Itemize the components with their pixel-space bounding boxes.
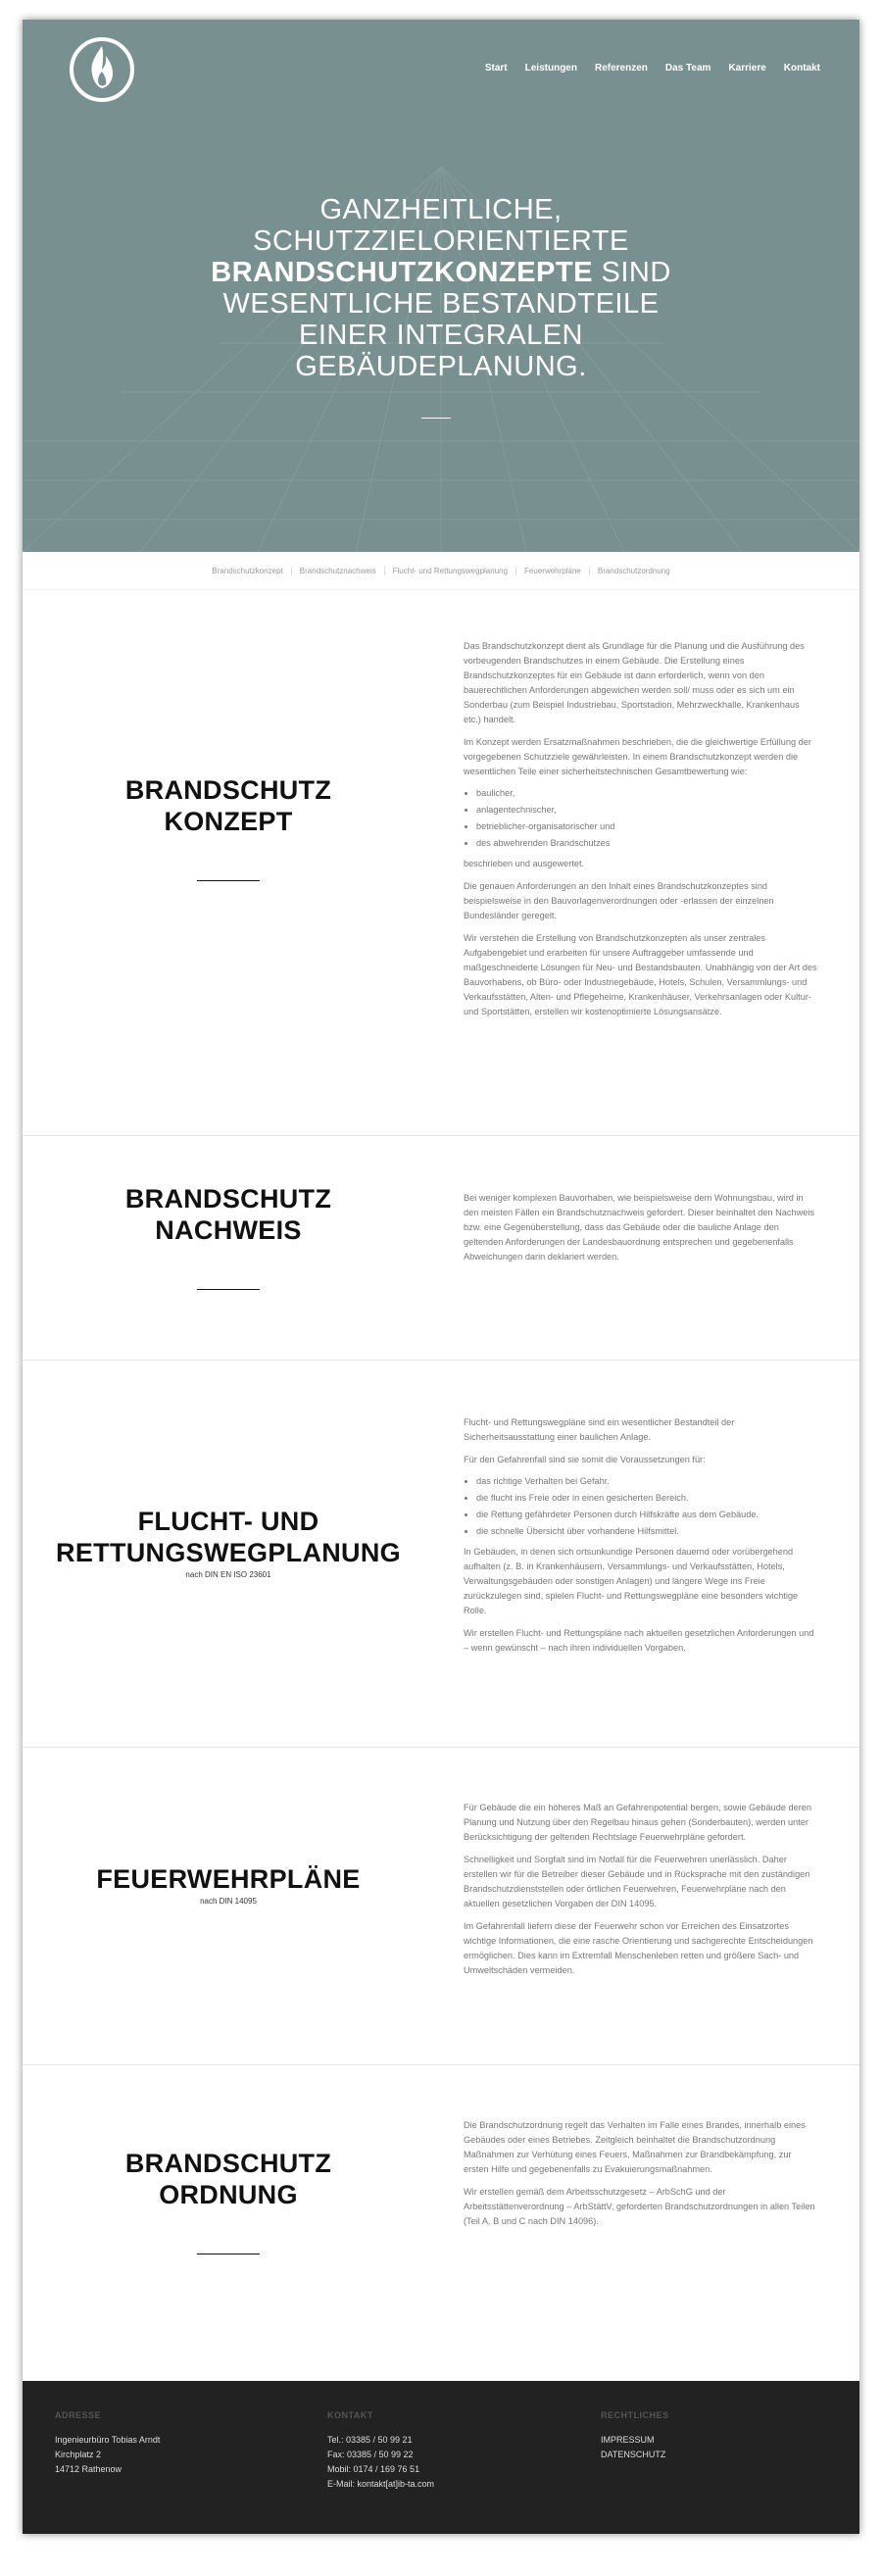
hero-line: EINER INTEGRALEN (299, 320, 583, 351)
paragraph: Das Brandschutzkonzept dient als Grundlage für die Planung und die Ausführung des vorbeugenden Brandschutzes in einem Gebäude. Die Erstellung eines Brandschutzkonzeptes für ein Gebäude ist dann erforderlich, wenn von den bauerechtlichen Anforderungen abgewichen werden soll/ muss oder es sich um ein Sonderbau (zum Beispiel Industriebau, Sportstadion, Mehrzweckhalle, Krankenhaus etc.) handelt. (464, 641, 805, 724)
section-text (464, 1191, 818, 1272)
section-text (464, 2118, 818, 2237)
nav-item-kontakt[interactable]: Kontakt (783, 63, 820, 74)
footer-heading: ADRESSE (55, 2410, 102, 2420)
section-title: BRANDSCHUTZ ORDNUNG (124, 2149, 332, 2209)
footer-heading: RECHTLICHES (601, 2410, 669, 2420)
contact-mobile: Mobil: 0174 / 169 76 51 (327, 2464, 420, 2474)
section-title: FLUCHT- UND RETTUNGSWEGPLANUNG (56, 1507, 401, 1567)
list-item: • die schnelle Übersicht über vorhandene Hilfsmittel. (476, 1525, 818, 1537)
hero-divider (421, 418, 451, 419)
contact-phone: Tel.: 03385 / 50 99 21 (327, 2435, 413, 2445)
subnav-item-konzept[interactable]: Brandschutzkonzept (212, 566, 283, 575)
paragraph: Wir erstellen gemäß dem Arbeitsschutzgesetz – ArbSchG und der Arbeitsstättenverordnung – ArbStättV, geforderten Brandschutzordnungen in allen Teilen (Teil A, B und C nach DIN 14096). (464, 2187, 815, 2226)
hero-line: GANZHEITLICHE, (319, 194, 563, 225)
bullet-list (464, 1475, 818, 1537)
datenschutz-link[interactable]: DATENSCHUTZ (601, 2450, 666, 2459)
paragraph: Im Konzept werden Ersatzmaßnahmen beschrieben, die die gleichwertige Erfüllung der vorgegebenen Schutzziele gewährleisten. In einem Brandschutzkonzept werden die wesentlichen Teile einer sicherheitstechnischen Gesamtbewertung wie: (464, 737, 811, 776)
section-title-block (23, 2148, 434, 2254)
hero-line (23, 257, 859, 288)
hero-line: SCHUTZZIELORIENTIERTE (253, 225, 629, 257)
subnav-item-ordnung[interactable]: Brandschutzordnung (589, 567, 678, 575)
hero-line: GEBÄUDEPLANUNG. (295, 351, 587, 382)
paragraph: Die genauen Anforderungen an den Inhalt eines Brandschutzkonzeptes sind beispielsweise in den Bauvorlagenverordnungen oder -erlassen der einzelnen Bundesländer geregelt. (464, 881, 774, 920)
hero-line-tail: SIND (592, 257, 671, 288)
address-line: Kirchplatz 2 (55, 2450, 102, 2459)
footer-heading: KONTAKT (327, 2410, 373, 2420)
paragraph: In Gebäuden, in denen sich ortsunkundige Personen dauernd oder vorübergehend aufhalten (z. B. in Krankenhäusern, Versammlungs- und Verkaufsstätten, Hotels, Verwaltungsgebäuden oder sonstigen Anlagen) und längere Wege ins Freie zurückzulegen sind, spielen Flucht- und Rettungswegpläne eine besonders wichtige Rolle. (464, 1547, 799, 1615)
section-text (464, 1415, 818, 1663)
address-line: 14712 Rathenow (55, 2464, 122, 2474)
hero-headline (23, 194, 859, 382)
list-item: • anlagentechnischer, (476, 804, 818, 816)
section-divider (197, 1289, 260, 1290)
section-fluchtwegplanung (23, 1361, 859, 1748)
paragraph: Schnelligkeit und Sorgfalt sind im Notfall für die Feuerwehren unerlässlich. Daher erstellen wir für die Betreiber dieser Gebäude und in Rücksprache mit den zuständigen Brandschutzdienststellen oder örtlichen Feuerwehren, Feuerwehrpläne nach den aktuellen gesetzlichen Vorgaben der DIN 14095. (464, 1855, 810, 1908)
hero-line: WESENTLICHE BESTANDTEILE (222, 288, 660, 320)
section-brandschutzordnung (23, 2065, 859, 2326)
subnav-item-feuerwehr[interactable]: Feuerwehrpläne (515, 567, 589, 575)
nav-item-team[interactable]: Das Team (664, 63, 711, 74)
contact-fax: Fax: 03385 / 50 99 22 (327, 2450, 414, 2459)
nav-item-start[interactable]: Start (484, 63, 508, 74)
footer-contact (327, 2408, 543, 2492)
page (23, 20, 859, 2534)
footer (23, 2381, 859, 2534)
section-title-block (23, 1183, 434, 1290)
hero (23, 20, 859, 552)
section-feuerwehrplaene (23, 1748, 859, 2065)
section-title-block (23, 774, 434, 881)
footer-address (55, 2408, 270, 2477)
subnav-item-flucht[interactable]: Flucht- und Rettungswegplanung (384, 567, 515, 575)
list-item: • das richtige Verhalten bei Gefahr. (476, 1475, 818, 1487)
section-title-block (23, 1863, 434, 1906)
paragraph: Für den Gefahrenfall sind sie somit die Voraussetzungen für: (464, 1455, 706, 1464)
section-brandschutzkonzept (23, 590, 859, 1136)
section-title: BRANDSCHUTZ NACHWEIS (124, 1184, 332, 1245)
nav-item-karriere[interactable]: Karriere (728, 63, 766, 74)
paragraph: Flucht- und Rettungswegpläne sind ein wesentlicher Bestandteil der Sicherheitsausstattung einer baulichen Anlage. (464, 1417, 735, 1442)
list-item: • die Rettung gefährdeter Personen durch Hilfskräfte aus dem Gebäude. (476, 1509, 818, 1520)
section-title: FEUERWEHRPLÄNE (96, 1864, 361, 1894)
paragraph: Wir erstellen Flucht- und Rettungspläne nach aktuellen gesetzlichen Anforderungen und – wenn gewünscht – nach ihren individuellen Vorgaben. (464, 1628, 814, 1653)
address-line: Ingenieurbüro Tobias Arndt (55, 2435, 161, 2445)
section-title-block (23, 1506, 434, 1579)
contact-email[interactable]: E-Mail: kontakt[at]ib-ta.com (327, 2479, 435, 2489)
impressum-link[interactable]: IMPRESSUM (601, 2435, 655, 2445)
list-item: • des abwehrenden Brandschutzes (476, 837, 818, 849)
paragraph: Wir verstehen die Erstellung von Brandschutzkonzepten als unser zentrales Aufgabengebiet und erarbeiten für unsere Auftraggeber umfassende und maßgeschneiderte Lösungen für Neu- und Bestandsbauten. Unabhängig von der Art des Bauvorhabens, ob Büro- oder Industriegebäude, Hotels, Schulen, Versammlungs- und Verkaufsstätten, Alten- und Pflegeheime, Krankenhäuser, Verkehrsanlagen oder Kultur- und Sportstätten, erstellen wir kostenoptimierte Lösungsansätze. (464, 933, 817, 1016)
nav-item-referenzen[interactable]: Referenzen (594, 63, 648, 74)
list-item: • die flucht ins Freie oder in einen gesicherten Bereich. (476, 1492, 818, 1504)
main-nav (485, 63, 820, 74)
paragraph: Im Gefahrenfall liefern diese der Feuerwehr schon vor Erreichen des Einsatzortes wichtige Informationen, die eine rasche Orientierung und sachgerechte Entscheidungen ermöglichen. Dies kann im Extremfall Menschenleben retten und größere Sach- und Umweltschäden vermeiden. (464, 1921, 813, 1975)
list-item: • baulicher, (476, 787, 818, 799)
section-text (464, 639, 818, 1027)
nav-item-leistungen[interactable]: Leistungen (524, 63, 577, 74)
paragraph: Für Gebäude die ein höheres Maß an Gefahrenpotential bergen, sowie Gebäude deren Planung und Nutzung über den Regelbau hinaus gehen (Sonderbauten), werden unter Berücksichtigung der geltenden Rechtslage Feuerwehrpläne gefordert. (464, 1803, 811, 1842)
flame-shield-icon[interactable] (69, 36, 135, 103)
section-subtitle: nach DIN 14095 (200, 1897, 257, 1906)
section-divider (197, 880, 260, 881)
paragraph: Bei weniger komplexen Bauvorhaben, wie beispielsweise dem Wohnungsbau, wird in den meisten Fällen ein Brandschutznachweis gefordert. Dieser beinhaltet den Nachweis bzw. eine Gegenüberstellung, dass das Gebäude oder die bauliche Anlage den geltenden Anforderungen der Landesbauordnung entsprechen und gegebenenfalls Abweichungen darin deklariert werden. (464, 1193, 815, 1262)
list-item: • betrieblicher-organisatorischer und (476, 820, 818, 832)
section-title: BRANDSCHUTZ KONZEPT (124, 775, 332, 836)
section-brandschutznachweis (23, 1136, 859, 1361)
section-subnav (23, 552, 859, 590)
paragraph: Die Brandschutzordnung regelt das Verhalten im Falle eines Brandes, innerhalb eines Gebäudes oder eines Betriebes. Zeitgleich beinhaltet die Brandschutzordnung Maßnahmen zur Verhütung eines Feuers, Maßnahmen zur Brandbekämpfung, zur ersten Hilfe und gegebenenfalls zu Evakuierungsmaßnahmen. (464, 2120, 806, 2174)
section-text (464, 1801, 818, 1986)
footer-legal (601, 2408, 816, 2462)
section-subtitle: nach DIN EN ISO 23601 (185, 1570, 271, 1579)
subnav-item-nachweis[interactable]: Brandschutznachweis (291, 567, 384, 575)
bullet-list (464, 787, 818, 849)
hero-line-strong: BRANDSCHUTZKONZEPTE (211, 257, 593, 288)
paragraph: beschrieben und ausgewertet. (464, 859, 585, 868)
